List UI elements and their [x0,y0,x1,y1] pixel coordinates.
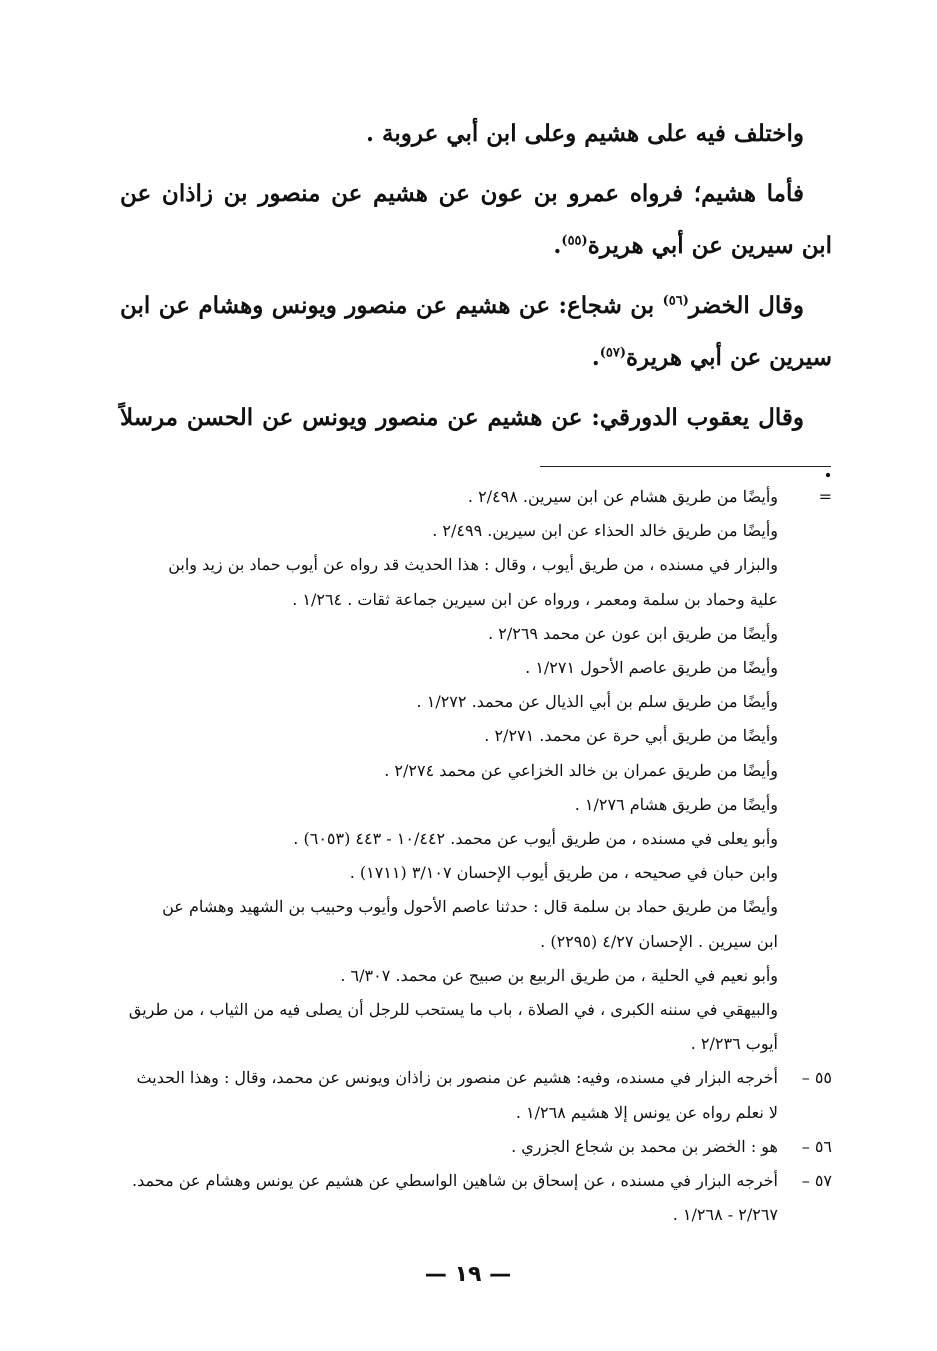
footnote-line: وأيضًا من طريق هشام ١/٢٧٦ . [574,794,778,814]
footnote-55-cont: لا نعلم رواه عن يونس إلا هشيم ١/٢٦٨ . [515,1102,778,1122]
footnote-57-cont: ٢/٢٦٧ - ١/٢٦٨ . [672,1205,778,1225]
paragraph-3 [120,280,832,384]
footnote-line: وأيضًا من طريق عاصم الأحول ١/٢٧١ . [525,658,778,678]
footnote-line: وأبو يعلى في مسنده ، من طريق أيوب عن محمد. ١٠/٤٤٢ - ٤٤٣ (٦٠٥٣) . [293,829,778,849]
footnote-line: ابن سيرين . الإحسان ٤/٢٧ (٢٢٩٥) . [540,931,778,951]
footnotes [120,480,832,1232]
paragraph-1 [120,108,832,160]
footnote-line: وأيضًا من طريق سلم بن أبي الذيال عن محمد. ١/٢٧٢ . [416,692,778,712]
main-text [120,108,832,504]
page-number: — ١٩ — [424,1262,512,1287]
footnote-ref-56: (٥٦) [662,293,689,309]
footnote-57: ٥٧ – أخرجه البزار في مسنده ، عن إسحاق بن شاهين الواسطي عن هشيم عن يونس وهشام عن محمد. [120,1164,832,1198]
footnote-55: ٥٥ – أخرجه البزار في مسنده، وفيه: هشيم عن منصور بن زاذان ويونس عن محمد، وقال : وهذا الحديث [120,1061,832,1095]
footnote-line: علية وحماد بن سلمة ومعمر ، ورواه عن ابن سيرين جماعة ثقات . ١/٢٦٤ . [292,589,778,609]
footnote-marker: ٥٥ – [801,1068,832,1088]
paragraph-2 [120,168,832,272]
footnote-marker: ٥٦ – [801,1136,832,1156]
footnote-line: وابن حبان في صحيحه ، من طريق أيوب الإحسان ٣/١٠٧ (١٧١١) . [349,863,778,883]
footnote-56: ٥٦ – هو : الخضر بن محمد بن شجاع الجزري . [120,1130,832,1164]
footnote-line: وأيضًا من طريق أبي حرة عن محمد. ٢/٢٧١ . [484,726,778,746]
footnote-line: وأبو نعيم في الحلية ، من طريق الربيع بن صبيح عن محمد. ٦/٣٠٧ . [340,965,778,985]
footnote-line: أيوب ٢/٢٣٦ . [690,1034,778,1054]
footnote-separator [540,466,831,467]
footnote-line: وأيضًا من طريق عمران بن خالد الخزاعي عن محمد ٢/٢٧٤ . [384,760,778,780]
footnote-ref-57: (٥٧) [599,345,626,361]
footnote-line: والبيهقي في سننه الكبرى ، في الصلاة ، باب ما يستحب للرجل أن يصلى فيه من الثياب ، من طريق [128,1000,778,1020]
footnote-marker: ٥٧ – [801,1171,832,1191]
paragraph-text: فأما هشيم؛ فرواه عمرو بن عون عن هشيم عن منصور بن زاذان عن ابن سيرين عن أبي هريرة [120,180,832,259]
footnote-line: وأيضًا من طريق ابن عون عن محمد ٢/٢٦٩ . [488,623,778,643]
paragraph-text-cont: بن شجاع: عن هشيم عن منصور ويونس وهشام عن ابن سيرين عن أبي هريرة [120,292,832,371]
paragraph-tail: . [553,232,562,259]
paragraph-text: واختلف فيه على هشيم وعلى ابن أبي عروبة . [366,120,804,147]
continuation-marker: = [818,487,832,506]
paragraph-tail: . [591,344,600,371]
footnote-line: والبزار في مسنده ، من طريق أيوب ، وقال : هذا الحديث قد رواه عن أيوب حماد بن زيد وابن [168,555,778,575]
paragraph-text: وقال يعقوب الدورقي: عن هشيم عن منصور ويونس عن الحسن مرسلاً . [120,404,832,483]
footnote-line: وأيضًا من طريق خالد الحذاء عن ابن سيرين. ٢/٤٩٩ . [432,521,778,541]
footnote-line: وأيضًا من طريق حماد بن سلمة قال : حدثنا عاصم الأحول وأيوب وحبيب بن الشهيد وهشام عن [162,897,778,917]
paragraph-text: وقال الخضر [688,292,804,319]
footnote-line: = وأيضًا من طريق هشام عن ابن سيرين. ٢/٤٩٨ . [120,480,832,514]
footnote-ref-55: (٥٥) [561,233,588,249]
